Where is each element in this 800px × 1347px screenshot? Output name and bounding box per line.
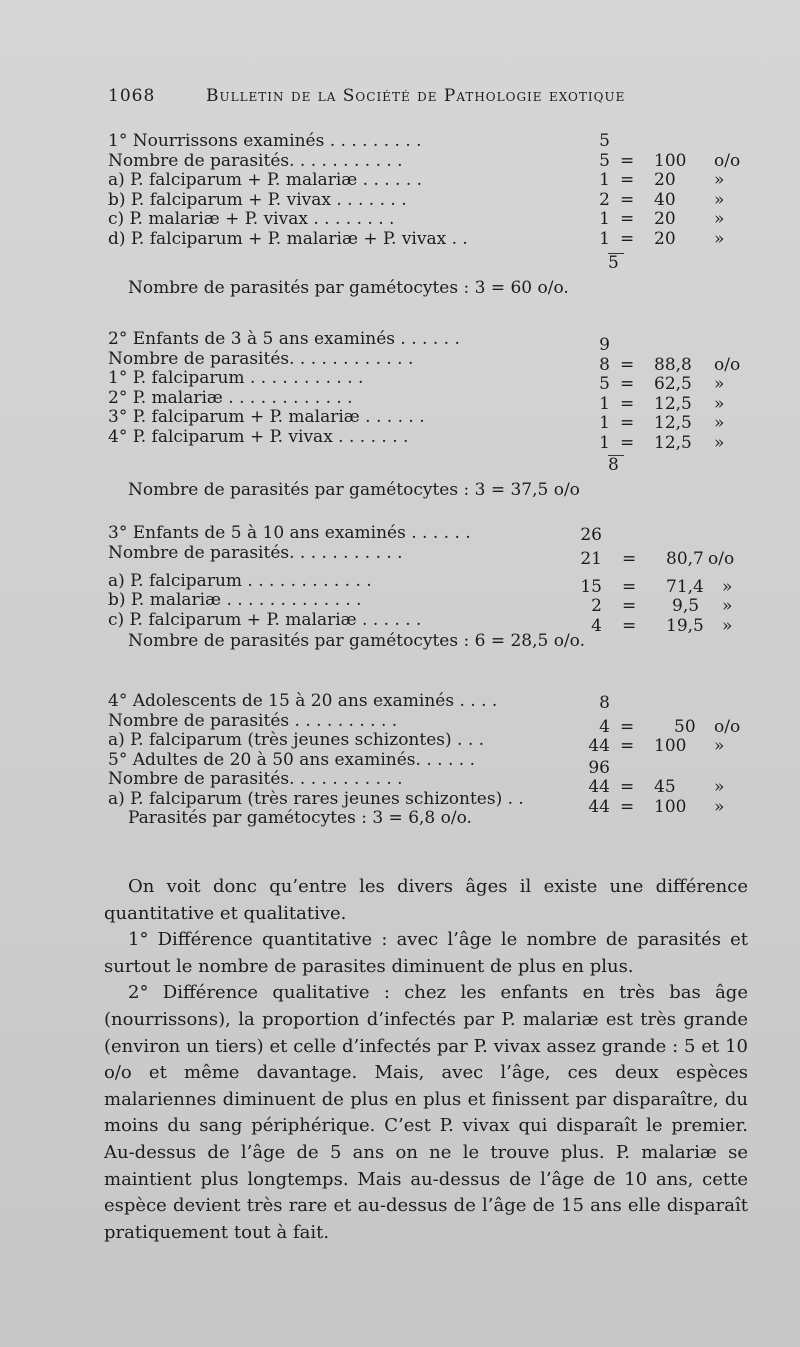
- paragraph: 2° Différence qualitative : chez les enfants en très bas âge (nourrissons), la proportion d’infectés par P. malariæ est très grande (environ un tiers) et celle d’infectés par P. vivax assez grande : 5 et 10 o/o et même davantage. Mais, avec l’âge, ces deux espèces malariennes diminuent de plus en plus et finissent par disparaître, du moins du sang périphérique. C’est P. vivax qui disparaît le premier. Au-dessus de l’âge de 5 ans on ne le trouve plus. P. malariæ se maintient plus longtemps. Mais au-dessus de l’âge de 10 ans, cette espèce devient très rare et au-dessus de l’âge de 15 ans elle disparaît pratiquement tout à fait.: [104, 982, 748, 1243]
- section-summary: Parasités par gamétocytes : 3 = 6,8 o/o.: [128, 808, 472, 828]
- running-title: Bulletin de la Société de Pathologie exotique: [206, 86, 626, 106]
- section-summary: Nombre de parasités par gamétocytes : 3 = 60 o/o.: [128, 278, 569, 298]
- total-value: 5: [608, 253, 619, 273]
- paragraph: On voit donc qu’entre les divers âges il existe une différence quantitative et qualitative.: [104, 876, 748, 924]
- paragraph: 1° Différence quantitative : avec l’âge le nombre de parasités et surtout le nombre de parasites diminuent de plus en plus.: [104, 929, 748, 977]
- document-page: 1068 Bulletin de la Société de Pathologie exotique 1° Nourrissons examinés . . . . . . . . . 5 Nombre de parasités. . . . . . . . . . . 5 = 100 o/o a) P. falciparum + P. malariæ . . . . . . 1 = 20 » b) P. falciparum + P. vivax . . . . . . . 2 = 40 » c) P. malariæ + P. vivax . . . . . . . . 1 = 20 » d) P. falciparum + P. malariæ + P. vivax . . 1 = 20 » 5 Nombre de parasités par gamétocytes : 3 = 60 o/o. 2° Enfants de 3 à 5 ans examinés . . . . . . 9 Nombre de parasités. . . . . . . . . . . . 8 = 88,8 o/o 1° P. falciparum . . . . . . . . . . . 5 = 62,5 » 2° P. malariæ . . . . . . . . . . . . 1 = 12,5 » 3° P. falciparum + P. malariæ . . . . . . 1 = 12,5 » 4° P. falciparum + P. vivax . . . . . . . 1 = 12,5 » 8 Nombre de parasités par gamétocytes : 3 = 37,5 o/o 3° Enfants de 5 à 10 ans examinés . . . . . . 26 Nombre de parasités. . . . . . . . . . . 21 = 80,7 o/o a) P. falciparum . . . . . . . . . . . . 15 = 71,4 » b) P. malariæ . . . . . . . . . . . . . 2 = 9,5 » c) P. falciparum + P. malariæ . . . . . . 4 = 19,5 » Nombre de parasités par gamétocytes : 6 = 28,5 o/o. 4° Adolescents de 15 à 20 ans examinés . . . . 8 Nombre de parasités . . . . . . . . . . 4 = 50 o/o a) P. falciparum (très jeunes schizontes) . . . 44 = 100 » 5° Adultes de 20 à 50 ans examinés. . . . . . 96 Nombre de parasités. . . . . . . . . . . 44 = 45 » a) P. falciparum (très rares jeunes schizontes) . . 44 = 100 » Parasités par gamétocytes : 3 = 6,8 o/o. On voit donc qu’entre les divers âges il existe une différence quantitative et qualitative. 1° Différence quantitative : avec l’âge le nombre de parasités et surtout le nombre de parasites diminuent de plus en plus. 2° Différence qualitative : chez les enfants en très bas âge (nourrissons), la proportion d’infectés par P. malariæ est très grande (environ un tiers) et celle d’infectés par P. vivax assez grande : 5 et 10 o/o et même davantage. Mais, avec l’âge, ces deux espèces malariennes diminuent de plus en plus et finissent par disparaître, du moins du sang périphérique. C’est P. vivax qui disparaît le premier. Au-dessus de l’âge de 5 ans on ne le trouve plus. P. malariæ se maintient plus longtemps. Mais au-dessus de l’âge de 10 ans, cette espèce devient très rare et au-dessus de l’âge de 15 ans elle disparaît pratiquement tout à fait.: [0, 0, 800, 1347]
- section-summary: Nombre de parasités par gamétocytes : 3 = 37,5 o/o: [128, 480, 580, 500]
- page-number: 1068: [108, 86, 156, 106]
- total-value: 8: [608, 455, 619, 475]
- body-text: [104, 874, 748, 1246]
- section-summary: Nombre de parasités par gamétocytes : 6 = 28,5 o/o.: [128, 631, 586, 651]
